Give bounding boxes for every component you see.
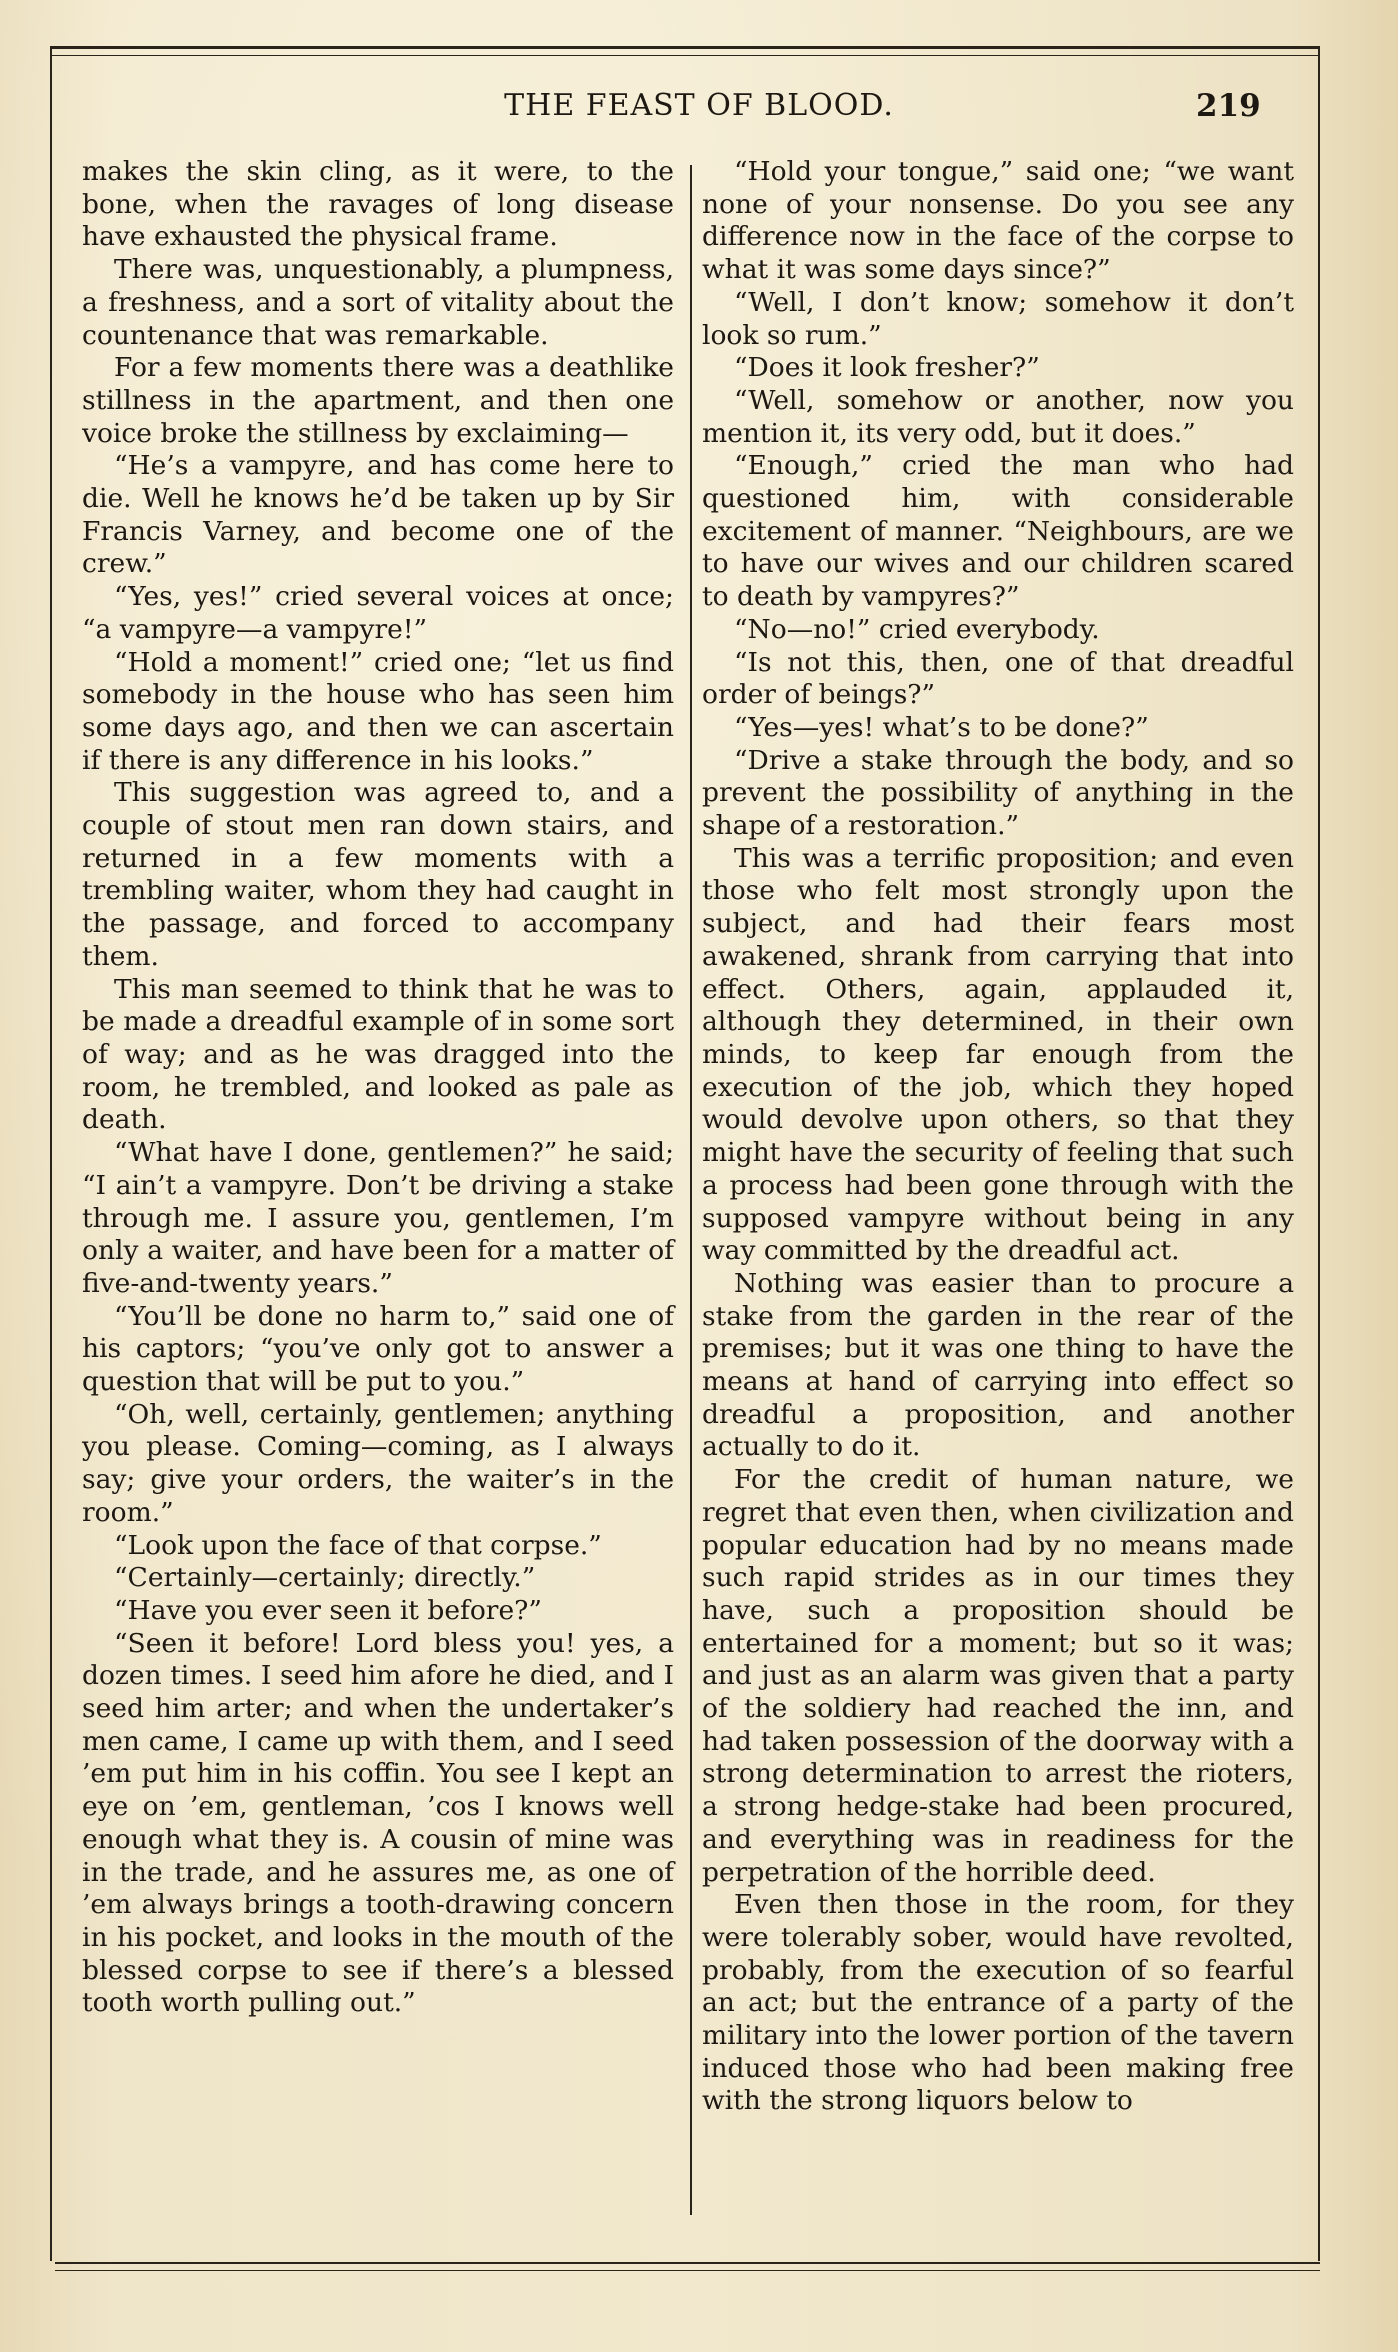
- paragraph: “Have you ever seen it before?”: [114, 1594, 542, 1626]
- paragraph: “Well, I don’t know; somehow it don’t look so rum.”: [702, 286, 1294, 351]
- paragraph: “What have I done, gentlemen?” he said; “I ain’t a vampyre. Don’t be driving a stake through me. I assure you, gentlemen, I’m only a waiter, and have been for a matter of five-and-twenty years.”: [82, 1137, 674, 1299]
- paragraph: Even then those in the room, for they were tolerably sober, would have revolted, probably, from the execution of so fearful an act; but the entrance of a party of the military into the lower portion of the tavern induced those who had been making free with the strong liquors below to: [702, 1889, 1294, 2117]
- paragraph: “Hold a moment!” cried one; “let us find somebody in the house who has seen him some days ago, and then we can ascertain if there is any difference in his looks.”: [82, 646, 674, 776]
- paragraph: makes the skin cling, as it were, to the bone, when the ravages of long disease have exhausted the physical frame.: [82, 156, 674, 253]
- paragraph: “Does it look fresher?”: [734, 352, 1040, 384]
- paragraph: This suggestion was agreed to, and a couple of stout men ran down stairs, and returned in a few moments with a trembling waiter, whom they had caught in the passage, and forced to accompany them.: [82, 777, 674, 972]
- paragraph: This man seemed to think that he was to be made a dreadful example of in some sort of way; and as he was dragged into the room, he trembled, and looked as pale as death.: [82, 973, 674, 1136]
- right-column: [702, 156, 1294, 2118]
- paragraph: There was, unquestionably, a plumpness, a freshness, and a sort of vitality about the countenance that was remarkable.: [82, 254, 674, 351]
- paragraph: “Seen it before! Lord bless you! yes, a dozen times. I seed him afore he died, and I seed him arter; and when the undertaker’s men came, I came up with them, and I seed ’em put him in his coffin. You see I kept an eye on ’em, gentleman, ’cos I knows well enough what they is. A cousin of mine was in the trade, and he assures me, as one of ’em always brings a tooth-drawing concern in his pocket, and looks in the mouth of the blessed corpse to see if there’s a blessed tooth worth pulling out.”: [82, 1627, 674, 2019]
- paragraph: For a few moments there was a deathlike stillness in the apartment, and then one voice broke the stillness by exclaiming—: [82, 352, 674, 449]
- left-column: [82, 156, 674, 2020]
- paragraph: “Look upon the face of that corpse.”: [114, 1529, 602, 1561]
- paragraph: Nothing was easier than to procure a stake from the garden in the rear of the premises; but it was one thing to have the means at hand of carrying into effect so dreadful a proposition, and another actually to do it.: [702, 1267, 1294, 1463]
- footer-rule-thin: [55, 2270, 1320, 2271]
- paragraph: “Is not this, then, one of that dreadful order of beings?”: [702, 646, 1294, 711]
- paragraph: “Hold your tongue,” said one; “we want none of your nonsense. Do you see any difference now in the face of the corpse to what it was some days since?”: [702, 156, 1294, 286]
- paragraph: “You’ll be done no harm to,” said one of his captors; “you’ve only got to answer a question that will be put to you.”: [82, 1300, 674, 1398]
- header-rule-thick: [50, 46, 1320, 49]
- page-number: 219: [1196, 88, 1261, 124]
- paragraph: This was a terrific proposition; and even those who felt most strongly upon the subject, and had their fears most awakened, shrank from carrying that into effect. Others, again, applauded it, although they determined, in their own minds, to keep far enough from the execution of the job, which they hoped would devolve upon others, so that they might have the security of feeling that such a process had been gone through with the supposed vampyre without being in any way committed by the dreadful act.: [702, 842, 1294, 1267]
- paragraph: For the credit of human nature, we regret that even then, when civilization and popular education had by no means made such rapid strides as in our times they have, such a proposition should be entertained for a moment; but so it was; and just as an alarm was given that a party of the soldiery had reached the inn, and had taken possession of the doorway with a strong determination to arrest the rioters, a strong hedge-stake had been procured, and everything was in readiness for the perpetration of the horrible deed.: [702, 1464, 1294, 1888]
- column-divider: [690, 165, 692, 2215]
- left-border: [50, 46, 52, 2261]
- paragraph: “No—no!” cried everybody.: [734, 613, 1100, 645]
- paragraph: “Yes, yes!” cried several voices at once; “a vampyre—a vampyre!”: [82, 581, 674, 645]
- paragraph: “Well, somehow or another, now you mention it, its very odd, but it does.”: [702, 384, 1294, 449]
- paragraph: “Oh, well, certainly, gentlemen; anything you please. Coming—coming, as I always say; give your orders, the waiter’s in the room.”: [82, 1398, 674, 1528]
- paragraph: “Yes—yes! what’s to be done?”: [734, 711, 1149, 743]
- paragraph: “Drive a stake through the body, and so prevent the possibility of anything in the shape of a restoration.”: [702, 744, 1294, 842]
- paragraph: “He’s a vampyre, and has come here to die. Well he knows he’d be taken up by Sir Francis Varney, and become one of the crew.”: [82, 450, 674, 580]
- running-head-title: THE FEAST OF BLOOD.: [504, 88, 894, 123]
- right-border: [1318, 46, 1320, 2261]
- paragraph: “Enough,” cried the man who had questioned him, with considerable excitement of manner. “Neighbours, are we to have our wives and our children scared to death by vampyres?”: [702, 450, 1294, 613]
- header-rule-thin: [50, 55, 1320, 56]
- paragraph: “Certainly—certainly; directly.”: [114, 1562, 536, 1594]
- footer-rule-thick: [55, 2262, 1320, 2264]
